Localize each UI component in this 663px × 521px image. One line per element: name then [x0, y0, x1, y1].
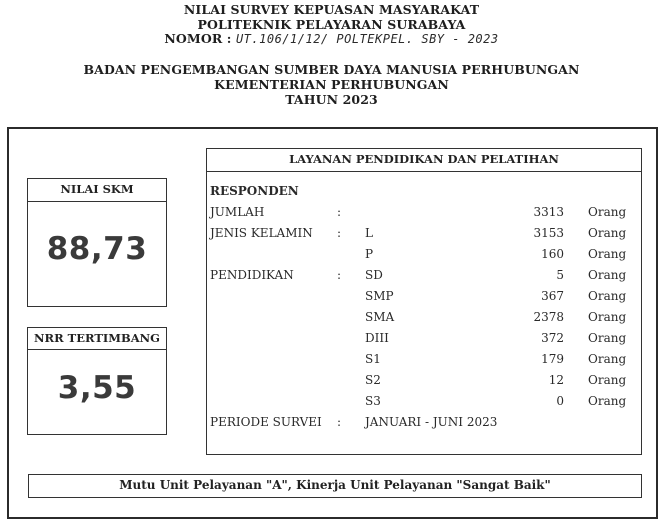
nomor-value: UT.106/1/12/ POLTEKPEL. SBY - 2023	[235, 32, 499, 46]
layanan-title: LAYANAN PENDIDIKAN DAN PELATIHAN	[207, 149, 641, 172]
table-row: DIII 372 Orang	[365, 331, 627, 345]
nilai-skm-label: NILAI SKM	[28, 179, 166, 202]
periode-value: JANUARI - JUNI 2023	[365, 415, 498, 429]
table-row: PENDIDIKAN : SD 5 Orang	[210, 268, 627, 282]
periode-row: PERIODE SURVEI : JANUARI - JUNI 2023	[210, 415, 498, 429]
nilai-skm-box	[27, 178, 167, 307]
table-row: S3 0 Orang	[365, 394, 627, 408]
table-row: JENIS KELAMIN : L 3153 Orang	[210, 226, 627, 240]
layanan-panel	[206, 148, 642, 455]
periode-label: PERIODE SURVEI	[210, 415, 322, 429]
footer-conclusion: Mutu Unit Pelayanan "A", Kinerja Unit Pelayanan "Sangat Baik"	[28, 474, 642, 498]
responden-label: RESPONDEN	[210, 184, 299, 198]
table-row: JUMLAH : 3313 Orang	[210, 205, 627, 219]
nrr-tertimbang-value: 3,55	[57, 370, 137, 406]
title-ministry: KEMENTERIAN PERHUBUNGAN	[214, 77, 449, 92]
table-row: SMP 367 Orang	[365, 289, 627, 303]
title-survey: NILAI SURVEY KEPUASAN MASYARAKAT	[183, 2, 480, 17]
title-year: TAHUN 2023	[285, 92, 378, 107]
nrr-tertimbang-label: NRR TERTIMBANG	[28, 328, 166, 350]
table-row: SMA 2378 Orang	[365, 310, 627, 324]
table-row: P 160 Orang	[365, 247, 627, 261]
nilai-skm-value: 88,73	[46, 231, 148, 267]
table-row: S1 179 Orang	[365, 352, 627, 366]
title-agency: BADAN PENGEMBANGAN SUMBER DAYA MANUSIA PERHUBUNGAN	[83, 62, 580, 77]
table-row: S2 12 Orang	[365, 373, 627, 387]
nrr-tertimbang-box	[27, 327, 167, 435]
responden-heading-row	[207, 184, 641, 205]
document-number	[0, 31, 663, 46]
title-institution: POLITEKNIK PELAYARAN SURABAYA	[197, 17, 466, 32]
nomor-label: NOMOR :	[164, 31, 232, 46]
